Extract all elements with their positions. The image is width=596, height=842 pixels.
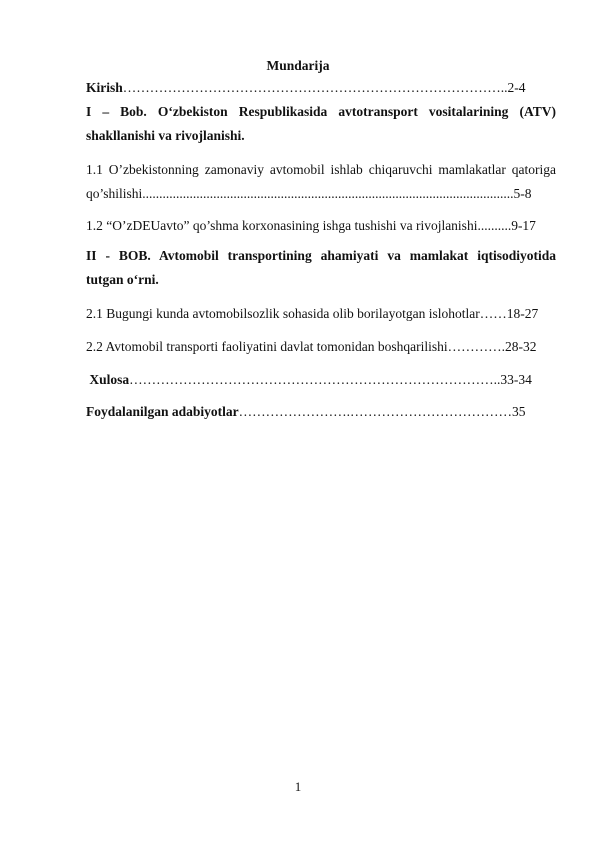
toc-entry-xulosa <box>86 372 532 388</box>
page-number: 1 <box>294 779 302 794</box>
toc-page-range: 35 <box>512 404 526 419</box>
toc-section-1-1-line1: 1.1 O’zbekistonning zamonaviy avtomobil ishlab chiqaruvchi mamlakatlar qatoriga <box>86 162 556 177</box>
toc-entry-title: Kirish <box>86 80 123 95</box>
toc-entry-kirish <box>86 80 526 96</box>
toc-entry-title: Xulosa <box>89 372 130 387</box>
toc-entry-title: Foydalanilgan adabiyotlar <box>86 404 239 419</box>
toc-leader: ………………………………………………………………………….. <box>122 80 508 95</box>
toc-chapter-2-line2: tutgan o‘rni. <box>86 272 159 287</box>
toc-leader: ……………………………………………………………………….. <box>129 372 501 387</box>
toc-leader: …………………….……………………………… <box>238 404 513 419</box>
toc-chapter-1-line1: I – Bob. O‘zbekiston Respublikasida avtotransport vositalarining (ATV) <box>86 104 556 119</box>
toc-page-range: 33-34 <box>500 372 532 387</box>
toc-section-1-2: 1.2 “O’zDEUavto” qo’shma korxonasining ishga tushishi va rivojlanishi..........9-17 <box>86 218 536 233</box>
toc-entry-adabiyotlar <box>86 404 526 420</box>
toc-chapter-2-line1: II - BOB. Avtomobil transportining ahamiyati va mamlakat iqtisodiyotida <box>86 248 556 263</box>
toc-section-2-1: 2.1 Bugungi kunda avtomobilsozlik sohasida olib borilayotgan islohotlar……18-27 <box>86 306 539 321</box>
toc-chapter-1-line2: shakllanishi va rivojlanishi. <box>86 128 245 143</box>
toc-section-2-2: 2.2 Avtomobil transporti faoliyatini davlat tomonidan boshqarilishi………….28-32 <box>86 339 537 354</box>
page-title: Mundarija <box>266 58 330 73</box>
toc-page-range: 2-4 <box>507 80 526 95</box>
toc-section-1-1-line2: qo’shilishi..............................................................................................................5-8 <box>86 186 532 201</box>
